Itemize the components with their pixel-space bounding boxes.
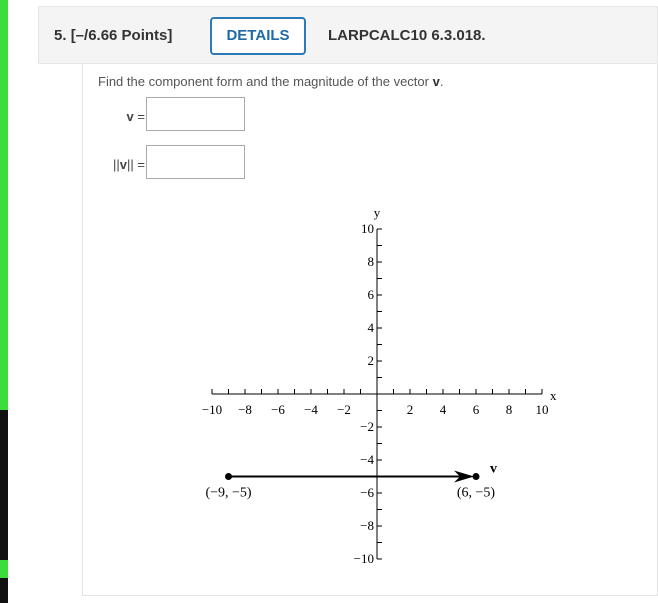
x-axis-label: x xyxy=(550,388,557,403)
vector-end-label: (6, −5) xyxy=(456,485,496,501)
x-tick-label: −6 xyxy=(271,402,285,417)
x-tick-label: 2 xyxy=(406,402,414,417)
x-tick-label: −2 xyxy=(337,402,351,417)
vector-start-point xyxy=(225,473,232,480)
points-text: [–/6.66 Points] xyxy=(70,27,173,44)
y-tick-label: −4 xyxy=(360,452,374,467)
component-label-eq: = xyxy=(133,109,145,124)
y-tick-label: −2 xyxy=(360,419,374,434)
question-number-text: 5. xyxy=(54,27,67,44)
y-axis-label: y xyxy=(373,205,381,220)
y-tick-label: −10 xyxy=(353,551,374,566)
y-tick-label: 8 xyxy=(367,254,374,269)
x-tick-label: −4 xyxy=(304,402,318,417)
details-button[interactable]: DETAILS xyxy=(210,17,306,55)
plot-axes xyxy=(212,205,557,559)
x-tick-label: −10 xyxy=(201,402,223,417)
prompt-vector: v xyxy=(432,74,440,89)
magnitude-label-var: v xyxy=(119,157,128,172)
y-tick-label: 6 xyxy=(367,287,374,302)
prompt-period: . xyxy=(439,74,444,89)
magnitude-label-eq: = xyxy=(133,157,145,172)
x-tick-label: 10 xyxy=(535,402,549,417)
x-tick-label: 4 xyxy=(439,402,447,417)
x-tick-label: 6 xyxy=(472,402,480,417)
component-label-var: v xyxy=(126,109,134,124)
x-tick-label: −8 xyxy=(238,402,252,417)
problem-code: LARPCALC10 6.3.018. xyxy=(328,27,486,44)
y-tick-label: 4 xyxy=(367,320,374,335)
y-tick-label: −6 xyxy=(360,485,374,500)
magnitude-label-open: || xyxy=(113,157,120,172)
y-tick-label: 10 xyxy=(361,221,374,236)
vector-name-label: v xyxy=(490,461,497,477)
x-tick-label: 8 xyxy=(505,402,513,417)
vector-start-label: (−9, −5) xyxy=(205,485,252,501)
plot-vector-group xyxy=(205,462,497,501)
y-tick-label: 2 xyxy=(367,353,374,368)
y-tick-label: −8 xyxy=(360,518,374,533)
magnitude-label-close: || xyxy=(127,157,134,172)
prompt-text: Find the component form and the magnitude of the vector xyxy=(98,74,433,89)
